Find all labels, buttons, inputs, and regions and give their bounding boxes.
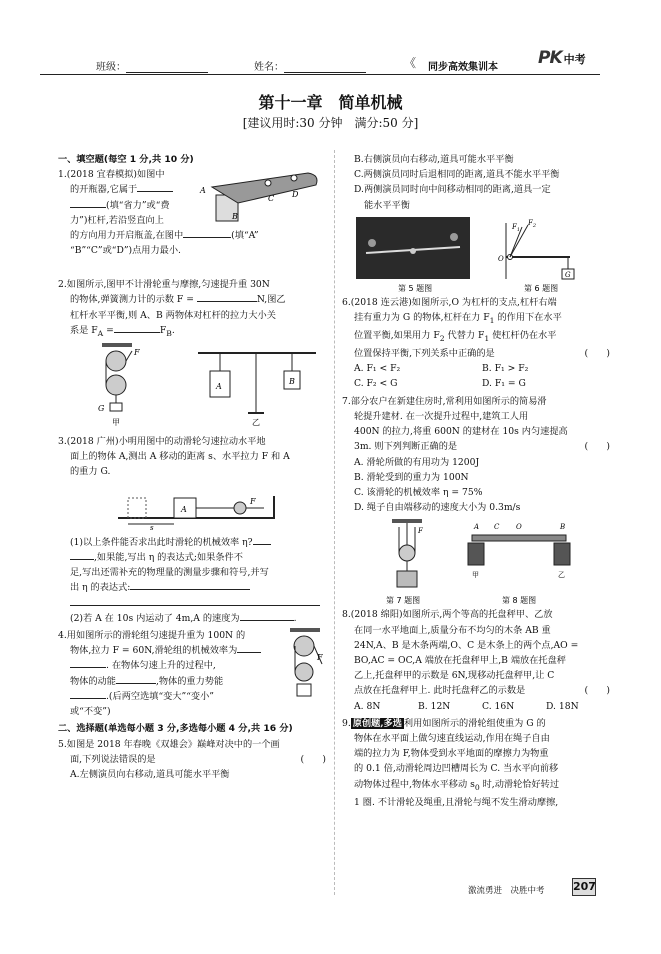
left-column	[58, 152, 326, 784]
label-b: B	[232, 212, 238, 222]
label-a: A	[200, 186, 206, 196]
svg-text:G: G	[565, 270, 571, 279]
svg-text:F: F	[134, 347, 140, 357]
double-chevron-icon: 《	[404, 56, 417, 70]
label-c: C	[268, 194, 275, 204]
question-2: 2.如图所示,图甲不计滑轮重与摩擦,匀速提升重 30N 的物体,弹簧测力计的示数 F = N,图乙 杠杆水平平衡,则 A、B 两物体对杠杆的拉力大小关 系是 $F_A = F_B$. F G 甲 A B 乙	[58, 277, 326, 432]
svg-text:A: A	[181, 504, 187, 514]
original-tag: 原创题,多选	[352, 717, 402, 729]
name-field: 姓名：	[254, 58, 366, 73]
question-9: 9. 原创题,多选 利用如图所示的滑轮组使重为 G 的 物体在水平面上做匀速直线运动,作用在绳子自由 端的拉力为 F,物体受到水平地面的摩擦力为物重 的 0.1 倍,动滑轮周边凹槽周长为 C. 当水平向前移 动物体过程中,物体水平移动 $s_0$ 时,动滑轮恰好转过 1 圈. 不计滑轮及绳重,且滑轮与绳不发生滑动摩擦,	[342, 717, 560, 808]
class-field: 班级：	[96, 58, 208, 73]
footer-slogan: 激流勇进 决胜中考	[468, 886, 545, 896]
svg-text:F: F	[418, 527, 423, 536]
right-column: B.右侧演员向右移动,道具可能水平平衡 C.两侧演员同时后退相同的距离,道具不能水平平衡 D.两侧演员同时向中间移动相同的距离,道具一定 能水平平衡 第 5 题图 $F_1$ $F_2$ O G 第 6 题图 6.(2018 连云港)如图所示,O 为杠杆的支点,杠杆右端 挂有重力为 G 的物体,杠杆在力 $F_1$ 的作用下在水平 位置平衡,如果用力 $F_2$ 代替力 $F_1$ 使杠杆仍在水平 位置保持平衡,下列关系中正确的是 ( ) A. F₁ < F₂ B. F₁ > F₂ C. F₂ < G D. F₁ = G 7.部分农户在新建住房时,常利用如图所示的简易滑 轮提升建材. 在一次提升过程中,建筑工人用 400N 的拉力,将重 600N 的建材在 10s 内匀速提高 3m. 则下列判断正确的是 ( ) A. 滑轮所做的有用功为 1200J B. 滑轮受到的重力为 100N C. 该滑轮的机械效率 η = 75% D. 绳子自由端移动的速度大小为 0.3m/s F 第 7 题图 A C O B 甲 乙 第 8 题图 8.(2018 绵阳)如图所示,两个等高的托盘秤甲、乙放 在同一水平地面上,质量分布不均匀的木条 AB 重 24N,A、B 是木条两端,O、C 是木条上的两个点,AO = BO,AC = OC,A 端放在托盘秤甲上,B 端放在托盘秤 乙上,托盘秤甲的示数是 6N,现移动托盘秤甲,让 C 点放在托盘秤甲上. 此时托盘秤乙的示数是 ( ) A. 8N B. 12N C. 16N D. 18N 9. 原创题,多选 利用如图所示的滑轮组使重为 G 的 物体在水平面上做匀速直线运动,作用在绳子自由 端的拉力为 F,物体受到水平地面的摩擦力为物重 的 0.1 倍,动滑轮周边凹槽周长为 C. 当水平向前移 动物体过程中,物体水平移动 $s_0$ 时,动滑轮恰好转过 1 圈. 不计滑轮及绳重,且滑轮与绳不发生滑动摩擦,	[342, 152, 610, 812]
question-4: 4.用如图所示的滑轮组匀速提升重为 100N 的 物体,拉力 F = 60N,滑轮组的机械效率为 . 在物体匀速上升的过程中, 物体的动能 ,物体的重力势能 .(后两空选填“变大”“变小” 或“不变”) F	[58, 628, 326, 719]
time-score-note: [建议用时:30 分钟 满分:50 分]	[242, 116, 419, 130]
fixed-pulley	[106, 351, 126, 371]
caption-jia: 甲	[112, 417, 120, 427]
svg-text:乙: 乙	[558, 571, 565, 580]
question-8: 8.(2018 绵阳)如图所示,两个等高的托盘秤甲、乙放 在同一水平地面上,质量分布不均匀的木条 AB 重 24N,A、B 是木条两端,O、C 是木条上的两个点,AO = BO,AC = OC,A 端放在托盘秤甲上,B 端放在托盘秤 乙上,托盘秤甲的示数是 6N,现移动托盘秤甲,让 C 点放在托盘秤甲上. 此时托盘秤乙的示数是 ( ) A. 8N B. 12N C. 16N D. 18N	[342, 609, 610, 712]
q3-figure	[58, 480, 326, 530]
svg-text:B: B	[289, 376, 295, 386]
q4-pulley-figure	[284, 628, 326, 704]
svg-text:A: A	[474, 523, 480, 532]
svg-text:第 5 题图: 第 5 题图	[398, 283, 433, 293]
svg-text:F1: $F_1$	[512, 222, 521, 233]
svg-text:C: C	[494, 523, 500, 532]
page-number: 207	[572, 878, 596, 896]
svg-text:O: O	[498, 254, 504, 263]
moving-pulley	[106, 375, 126, 395]
column-divider	[334, 150, 335, 895]
svg-text:第 8 题图: 第 8 题图	[502, 596, 537, 606]
pk-logo: PK 中考	[538, 48, 586, 68]
svg-text:甲: 甲	[472, 571, 479, 580]
svg-text:s: s	[150, 523, 154, 530]
question-6: 6.(2018 连云港)如图所示,O 为杠杆的支点,杠杆右端 挂有重力为 G 的物体,杠杆在力 $F_1$ 的作用下在水平 位置平衡,如果用力 $F_2$ 代替力 $F_1$ 使杠杆仍在水平 位置保持平衡,下列关系中正确的是 ( ) A. F₁ < F₂ B. F₁ > F₂ C. F₂ < G D. F₁ = G	[342, 296, 610, 390]
svg-text:第 6 题图: 第 6 题图	[524, 283, 559, 293]
svg-text:O: O	[516, 523, 522, 532]
svg-text:A: A	[216, 381, 222, 391]
svg-text:F2: $F_2$	[528, 218, 537, 229]
question-7: 7.部分农户在新建住房时,常利用如图所示的简易滑 轮提升建材. 在一次提升过程中,建筑工人用 400N 的拉力,将重 600N 的建材在 10s 内匀速提高 3m. 则下列判断正确的是 ( ) A. 滑轮所做的有用功为 1200J B. 滑轮受到的重力为 100N C. 该滑轮的机械效率 η = 75% D. 绳子自由端移动的速度大小为 0.3m/s	[342, 395, 610, 514]
svg-text:B: B	[560, 523, 566, 532]
section-fill-in: 一、填空题(每空 1 分,共 10 分)	[58, 154, 194, 165]
svg-text:第 7 题图: 第 7 题图	[386, 596, 421, 606]
bottle-opener-figure	[198, 167, 326, 229]
figures-7-8	[342, 517, 610, 607]
question-3: 3.(2018 广州)小明用图中的动滑轮匀速拉动水平地 面上的物体 A,测出 A 移动的距离 s、水平拉力 F 和 A 的重力 G. A F s (1)以上条件能否求出此时滑轮的机械效率 η? ,如果能,写出 η 的表达式;如果条件不 足,写出还需补充的物理量的测量步骤和符号,并写 出 η 的表达式: (2)若 A 在 10s 内运动了 4m,A 的速度为 .	[58, 434, 326, 626]
question-1: 1.(2018 宜春模拟)如图中 的开瓶器,它属于 (填“省力”或“费 力”)杠杆,若沿竖直向上 的方向用力开启瓶盖,在图中 (填“A” “B”“C”或“D”)点用力最小. A B C D	[58, 167, 326, 275]
svg-text:F: F	[250, 496, 256, 506]
header-rule	[40, 74, 600, 75]
label-d: D	[292, 190, 299, 200]
section-choice: 二、选择题(单选每小题 3 分,多选每小题 4 分,共 16 分)	[58, 723, 293, 735]
wooden-bar	[472, 535, 566, 541]
svg-text:G: G	[98, 403, 105, 413]
q2-figure	[58, 341, 326, 427]
question-5: 5.如图是 2018 年春晚《双雄会》巅峰对决中的一个画 面,下列说法错误的是 ( ) A.左侧演员向右移动,道具可能水平平衡	[58, 738, 326, 780]
series-title: 同步高效集训本	[428, 62, 498, 73]
svg-text:F: F	[317, 653, 323, 663]
caption-yi: 乙	[252, 417, 260, 427]
figures-5-6	[342, 213, 610, 295]
chapter-title: 第十一章 简单机械	[258, 93, 403, 112]
